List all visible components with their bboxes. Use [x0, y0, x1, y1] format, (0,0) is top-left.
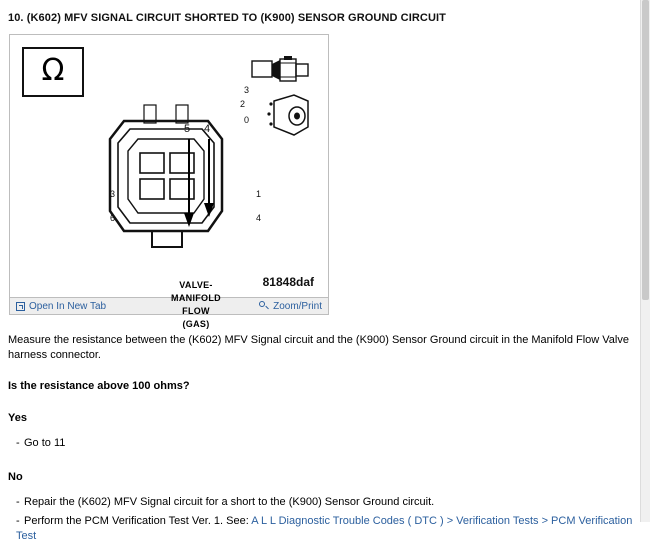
answer-yes-heading: Yes [8, 412, 27, 424]
measure-instruction: Measure the resistance between the (K602) MFV Signal circuit and the (K900) Sensor Ground circuit in the Manifold Flow Valve harness connector. [8, 334, 629, 361]
figure-code: 81848daf [262, 275, 314, 289]
sensor-pin-0-label: 0 [244, 115, 250, 125]
pcm-verification-test-link[interactable]: A L L Diagnostic Trouble Codes ( DTC ) > Verification Tests > PCM Verification Test [16, 515, 633, 542]
ohmmeter-box [22, 47, 84, 97]
open-in-new-tab-button[interactable] [16, 301, 106, 312]
ohm-symbol-icon: Ω [41, 53, 65, 89]
caption-line-1: VALVE- [179, 280, 213, 290]
caption-line-2: MANIFOLD [171, 293, 221, 303]
figure-caption [136, 279, 256, 331]
probe-arrows-icon [178, 125, 226, 235]
bullet-dash: - [16, 437, 20, 449]
pin-5-label: 5 [184, 123, 191, 135]
figure-panel [9, 34, 329, 329]
page-title: 10. (K602) MFV SIGNAL CIRCUIT SHORTED TO (K900) SENSOR GROUND CIRCUIT [8, 12, 446, 24]
sensor-pin-3-label: 3 [244, 85, 250, 95]
verification-prefix: Perform the PCM Verification Test Ver. 1. [24, 515, 227, 527]
magnifier-icon [259, 301, 269, 311]
answer-no-action-2 [16, 514, 642, 544]
answer-no-heading: No [8, 471, 23, 483]
zoom-print-button[interactable] [259, 301, 322, 312]
external-window-icon [16, 302, 25, 311]
answer-no-action-1-text: Repair the (K602) MFV Signal circuit for a short to the (K900) Sensor Ground circuit. [24, 496, 435, 508]
caption-line-4: (GAS) [182, 319, 210, 329]
see-label: See: [226, 515, 249, 527]
scrollbar-thumb[interactable] [642, 0, 649, 300]
open-in-new-tab-label: Open In New Tab [29, 300, 107, 312]
answer-no-action-1 [16, 495, 642, 510]
zoom-print-label: Zoom/Print [273, 300, 322, 312]
answer-yes-action [16, 436, 642, 451]
pin-4-top-label: 4 [204, 123, 211, 135]
scrollbar-track[interactable] [640, 0, 650, 522]
pin-4-right-label: 4 [256, 213, 262, 223]
pin-3-label: 3 [110, 189, 116, 199]
bullet-dash: - [16, 496, 20, 508]
pin-1-label: 1 [256, 189, 262, 199]
valve-sensor-icon [264, 93, 316, 139]
sensor-pin-2-label: 2 [240, 99, 246, 109]
answer-yes-action-text: Go to 11 [24, 437, 66, 449]
bullet-dash: - [16, 515, 20, 527]
caption-line-3: FLOW [182, 306, 210, 316]
question-text: Is the resistance above 100 ohms? [8, 380, 190, 392]
inline-connector-icon [250, 55, 312, 85]
pin-6-label: 6 [110, 213, 116, 223]
